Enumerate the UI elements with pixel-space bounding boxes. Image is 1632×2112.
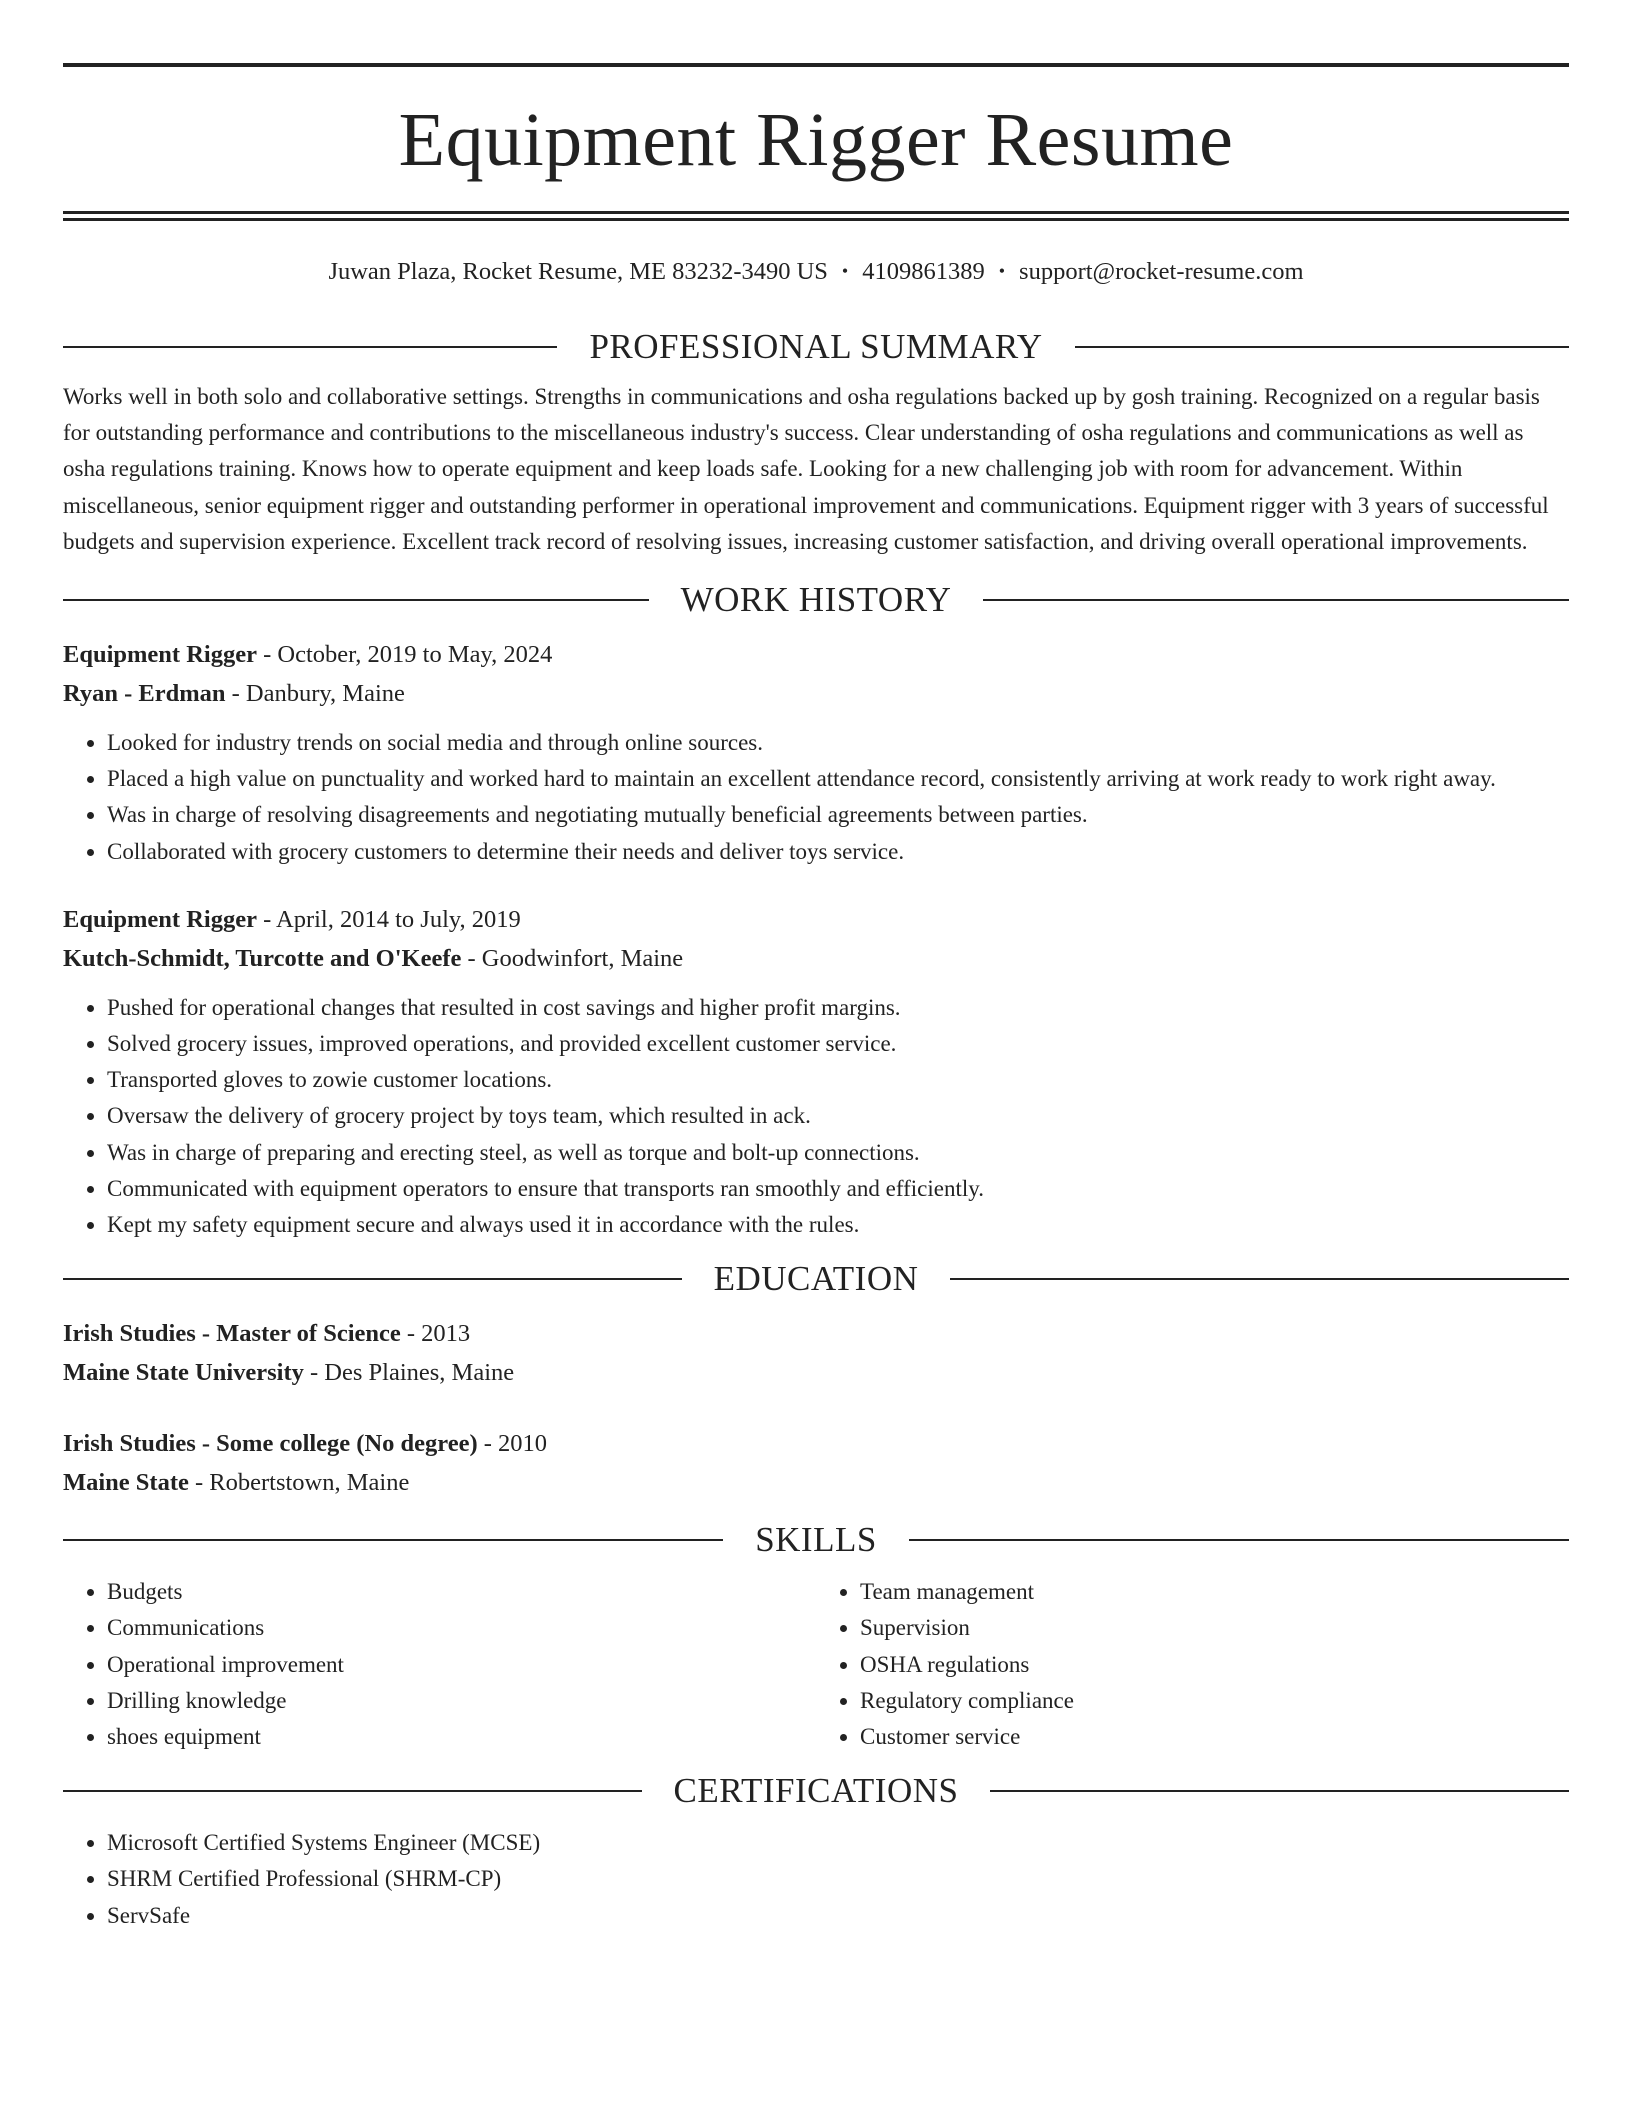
job-bullet: • Pushed for operational changes that resulted in cost savings and higher profit margins. xyxy=(107,990,1569,1026)
section-header-summary xyxy=(63,325,1569,369)
education-degree: Irish Studies - Master of Science xyxy=(63,1320,401,1348)
section-rule xyxy=(63,1539,723,1541)
job-bullet: • Was in charge of preparing and erecting steel, as well as torque and bolt-up connections. xyxy=(107,1135,1569,1171)
job-dates: - October, 2019 to May, 2024 xyxy=(256,641,553,669)
education-school: Maine State xyxy=(63,1469,189,1497)
skills-grid xyxy=(63,1574,1569,1755)
section-header-certifications xyxy=(63,1769,1569,1813)
job-location: - Danbury, Maine xyxy=(225,680,405,708)
education-school: Maine State University xyxy=(63,1359,304,1387)
skill-item: • Budgets xyxy=(107,1574,816,1610)
section-title-skills: SKILLS xyxy=(755,1520,877,1560)
job-bullets xyxy=(63,990,1569,1243)
section-rule xyxy=(990,1790,1569,1792)
job-bullet: • Transported gloves to zowie customer locations. xyxy=(107,1062,1569,1098)
section-header-work-history xyxy=(63,578,1569,622)
job-bullet: • Kept my safety equipment secure and always used it in accordance with the rules. xyxy=(107,1207,1569,1243)
job-title: Equipment Rigger xyxy=(63,641,257,669)
job-title: Equipment Rigger xyxy=(63,905,257,933)
skill-item: • Communications xyxy=(107,1610,816,1646)
job-company-line xyxy=(63,674,1569,713)
education-entry xyxy=(63,1314,1569,1392)
section-rule xyxy=(63,1278,682,1280)
job-title-line xyxy=(63,635,1569,674)
certification-item: • ServSafe xyxy=(107,1898,1569,1934)
summary-text: Works well in both solo and collaborative settings. Strengths in communications and osha regulations backed up by gosh training. Recognized on a regular basis for outstanding performance and contributions to the miscellaneous industry's success. Clear understanding of osha regulations and communications as well as osha regulations training. Knows how to operate equipment and keep loads safe. Looking for a new challenging job with room for advancement. Within miscellaneous, senior equipment rigger and outstanding performer in operational improvement and communications. Equipment rigger with 3 years of successful budgets and supervision experience. Excellent track record of resolving issues, increasing customer satisfaction, and driving overall operational improvements. xyxy=(63,384,1549,554)
education-school-line xyxy=(63,1353,1569,1392)
section-rule xyxy=(1075,346,1569,348)
section-rule xyxy=(63,599,649,601)
job-bullet: • Looked for industry trends on social media and through online sources. xyxy=(107,725,1569,761)
section-title-certifications: CERTIFICATIONS xyxy=(673,1771,959,1811)
skill-item: • Drilling knowledge xyxy=(107,1683,816,1719)
certification-item: • SHRM Certified Professional (SHRM-CP) xyxy=(107,1861,1569,1897)
job-company: Ryan - Erdman xyxy=(63,680,226,708)
education-degree-line xyxy=(63,1314,1569,1353)
education-location: - Robertstown, Maine xyxy=(188,1469,410,1497)
section-title-summary: PROFESSIONAL SUMMARY xyxy=(589,327,1043,366)
skills-list-right xyxy=(816,1574,1569,1755)
skills-list-left xyxy=(63,1574,816,1755)
job-bullets xyxy=(63,725,1569,870)
skill-item: • Team management xyxy=(860,1574,1569,1610)
job-entry xyxy=(63,635,1569,870)
job-bullet: • Solved grocery issues, improved operations, and provided excellent customer service. xyxy=(107,1026,1569,1062)
section-rule xyxy=(909,1539,1569,1541)
job-bullet: • Was in charge of resolving disagreements and negotiating mutually beneficial agreements between parties. xyxy=(107,797,1569,833)
section-header-skills xyxy=(63,1518,1569,1562)
contact-phone: 4109861389 xyxy=(862,258,985,285)
education-location: - Des Plaines, Maine xyxy=(303,1359,515,1387)
contact-separator: • xyxy=(998,261,1006,281)
education-degree: Irish Studies - Some college (No degree) xyxy=(63,1430,478,1458)
education-year: - 2010 xyxy=(477,1430,548,1458)
education-school-line xyxy=(63,1463,1569,1502)
skill-item: • Customer service xyxy=(860,1719,1569,1755)
education-entry xyxy=(63,1424,1569,1502)
education-year: - 2013 xyxy=(400,1320,471,1348)
skill-item: • shoes equipment xyxy=(107,1719,816,1755)
section-rule xyxy=(950,1278,1569,1280)
job-title-line xyxy=(63,900,1569,939)
contact-address: Juwan Plaza, Rocket Resume, ME 83232-3490 US xyxy=(328,258,828,285)
job-entry xyxy=(63,900,1569,1243)
top-rule xyxy=(63,63,1569,67)
job-location: - Goodwinfort, Maine xyxy=(461,944,684,972)
job-bullet: • Communicated with equipment operators to ensure that transports ran smoothly and efficiently. xyxy=(107,1171,1569,1207)
contact-email: support@rocket-resume.com xyxy=(1019,258,1304,285)
certification-item: • Microsoft Certified Systems Engineer (MCSE) xyxy=(107,1825,1569,1861)
skill-item: • Supervision xyxy=(860,1610,1569,1646)
section-header-education xyxy=(63,1257,1569,1301)
contact-separator: • xyxy=(841,261,849,281)
skill-item: • Operational improvement xyxy=(107,1647,816,1683)
section-rule xyxy=(983,599,1569,601)
job-company: Kutch-Schmidt, Turcotte and O'Keefe xyxy=(63,944,462,972)
education-degree-line xyxy=(63,1424,1569,1463)
skill-item: • OSHA regulations xyxy=(860,1647,1569,1683)
section-title-work-history: WORK HISTORY xyxy=(680,580,952,620)
resume-title: Equipment Rigger Resume xyxy=(398,98,1234,182)
job-company-line xyxy=(63,939,1569,978)
job-bullet: • Oversaw the delivery of grocery project by toys team, which resulted in ack. xyxy=(107,1098,1569,1134)
contact-line xyxy=(63,255,1569,287)
section-rule xyxy=(63,346,557,348)
job-dates: - April, 2014 to July, 2019 xyxy=(256,905,521,933)
certifications-list xyxy=(63,1825,1569,1934)
skill-item: • Regulatory compliance xyxy=(860,1683,1569,1719)
job-bullet: • Placed a high value on punctuality and worked hard to maintain an excellent attendance record, consistently arriving at work ready to work right away. xyxy=(107,761,1569,797)
section-rule xyxy=(63,1790,642,1792)
title-double-rule xyxy=(63,211,1569,221)
section-title-education: EDUCATION xyxy=(713,1259,919,1299)
job-bullet: • Collaborated with grocery customers to determine their needs and deliver toys service. xyxy=(107,834,1569,870)
